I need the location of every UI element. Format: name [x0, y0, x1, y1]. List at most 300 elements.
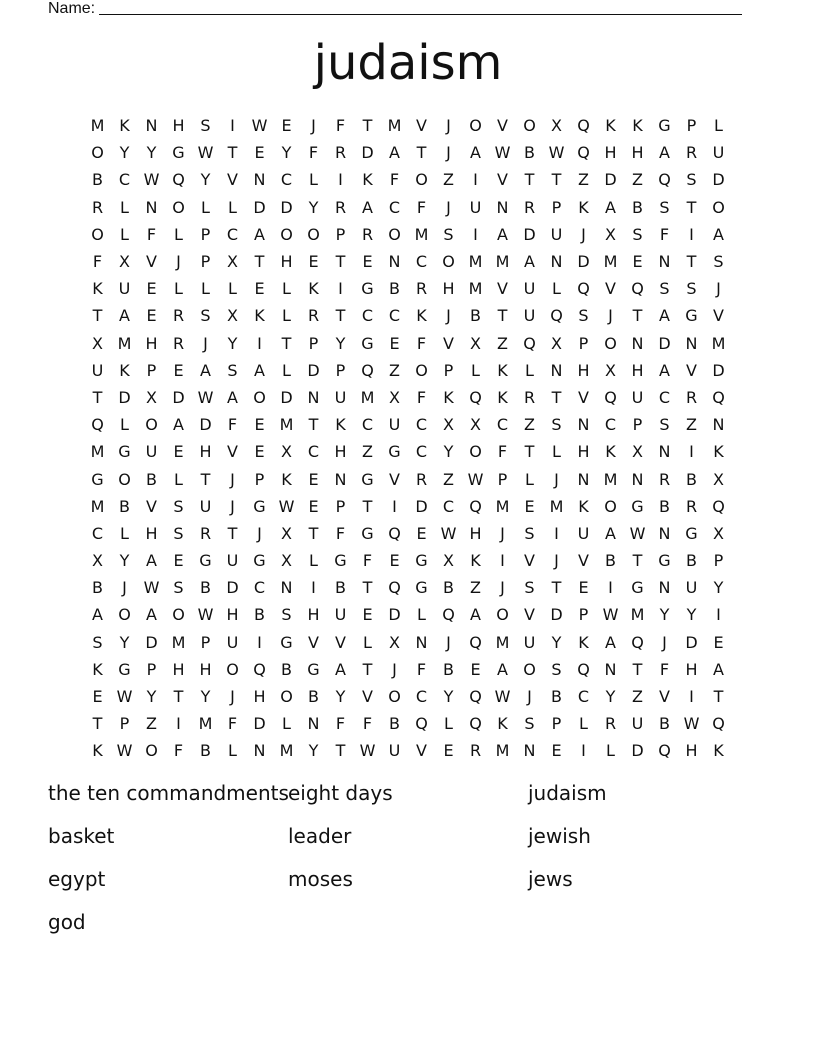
- grid-letter: T: [227, 523, 238, 543]
- grid-letter: T: [92, 306, 103, 326]
- grid-letter: D: [226, 578, 239, 598]
- grid-letter: F: [389, 170, 400, 190]
- grid-letter: P: [632, 415, 643, 435]
- grid-letter: R: [172, 306, 185, 326]
- grid-letter: K: [497, 360, 508, 380]
- grid-letter: S: [443, 224, 454, 244]
- grid-row: [84, 547, 732, 574]
- grid-letter: C: [226, 224, 239, 244]
- grid-letter: M: [468, 279, 483, 299]
- grid-letter: U: [523, 306, 536, 326]
- grid-letter: N: [253, 170, 266, 190]
- grid-letter: E: [254, 415, 265, 435]
- grid-letter: L: [282, 714, 291, 734]
- grid-letter: Q: [415, 714, 428, 734]
- grid-letter: J: [392, 659, 397, 679]
- grid-letter: B: [119, 496, 130, 516]
- grid-letter: T: [713, 687, 724, 707]
- grid-letter: F: [659, 659, 670, 679]
- grid-letter: G: [415, 551, 428, 571]
- grid-letter: N: [550, 360, 563, 380]
- grid-letter: E: [173, 551, 184, 571]
- grid-letter: D: [712, 360, 725, 380]
- grid-letter: B: [659, 496, 670, 516]
- grid-letter: X: [281, 551, 292, 571]
- grid-letter: R: [334, 197, 347, 217]
- grid-letter: E: [146, 279, 157, 299]
- grid-letter: G: [280, 632, 293, 652]
- grid-letter: D: [280, 387, 293, 407]
- grid-letter: Z: [632, 170, 643, 190]
- grid-row: [84, 465, 732, 492]
- grid-letter: Q: [577, 143, 590, 163]
- grid-letter: S: [173, 578, 184, 598]
- grid-letter: O: [172, 197, 185, 217]
- grid-letter: R: [415, 469, 428, 489]
- grid-letter: O: [712, 197, 725, 217]
- grid-letter: L: [201, 279, 210, 299]
- grid-letter: O: [496, 605, 509, 625]
- grid-letter: H: [307, 605, 320, 625]
- grid-letter: O: [280, 224, 293, 244]
- grid-letter: K: [119, 360, 130, 380]
- grid-letter: C: [415, 415, 428, 435]
- grid-letter: I: [473, 224, 478, 244]
- grid-row: [84, 656, 732, 683]
- grid-letter: V: [416, 116, 427, 136]
- grid-letter: T: [416, 143, 427, 163]
- grid-letter: P: [146, 659, 157, 679]
- grid-letter: B: [146, 469, 157, 489]
- grid-letter: S: [173, 496, 184, 516]
- grid-letter: N: [145, 116, 158, 136]
- grid-letter: R: [685, 143, 698, 163]
- grid-letter: Y: [119, 551, 130, 571]
- grid-letter: N: [685, 333, 698, 353]
- grid-letter: L: [552, 279, 561, 299]
- grid-letter: Z: [686, 415, 697, 435]
- grid-letter: B: [686, 469, 697, 489]
- grid-letter: G: [685, 306, 698, 326]
- grid-letter: T: [335, 741, 346, 761]
- grid-letter: I: [581, 741, 586, 761]
- grid-letter: A: [254, 224, 265, 244]
- grid-letter: W: [143, 170, 160, 190]
- grid-letter: H: [226, 605, 239, 625]
- grid-letter: A: [362, 197, 373, 217]
- grid-letter: Q: [550, 306, 563, 326]
- grid-letter: F: [335, 714, 346, 734]
- grid-letter: Q: [658, 170, 671, 190]
- grid-letter: L: [525, 360, 534, 380]
- grid-letter: D: [280, 197, 293, 217]
- grid-letter: E: [254, 279, 265, 299]
- grid-letter: A: [605, 197, 616, 217]
- grid-letter: M: [387, 116, 402, 136]
- grid-letter: W: [440, 523, 457, 543]
- grid-letter: Y: [443, 442, 454, 462]
- grid-letter: C: [658, 387, 671, 407]
- grid-letter: T: [254, 252, 265, 272]
- grid-row: [84, 601, 732, 628]
- grid-letter: D: [415, 496, 428, 516]
- grid-letter: E: [308, 252, 319, 272]
- grid-letter: A: [119, 306, 130, 326]
- grid-letter: O: [469, 116, 482, 136]
- grid-letter: P: [335, 360, 346, 380]
- grid-letter: Y: [146, 687, 157, 707]
- grid-letter: U: [631, 387, 644, 407]
- grid-letter: Q: [469, 632, 482, 652]
- grid-letter: U: [631, 714, 644, 734]
- grid-letter: E: [146, 306, 157, 326]
- grid-letter: U: [523, 632, 536, 652]
- grid-letter: K: [497, 714, 508, 734]
- grid-letter: G: [415, 578, 428, 598]
- grid-letter: G: [658, 551, 671, 571]
- grid-letter: R: [307, 306, 320, 326]
- grid-letter: C: [388, 306, 401, 326]
- grid-letter: T: [632, 551, 643, 571]
- grid-letter: K: [254, 306, 265, 326]
- grid-letter: M: [495, 496, 510, 516]
- grid-letter: F: [416, 387, 427, 407]
- grid-letter: W: [278, 496, 295, 516]
- grid-letter: Q: [712, 387, 725, 407]
- grid-letter: F: [497, 442, 508, 462]
- grid-letter: A: [92, 605, 103, 625]
- grid-letter: L: [228, 741, 237, 761]
- grid-letter: T: [308, 523, 319, 543]
- grid-letter: A: [146, 551, 157, 571]
- grid-row: [84, 520, 732, 547]
- grid-letter: L: [471, 360, 480, 380]
- grid-letter: S: [227, 360, 238, 380]
- grid-letter: S: [686, 170, 697, 190]
- grid-letter: F: [173, 741, 184, 761]
- grid-letter: K: [443, 387, 454, 407]
- grid-letter: I: [257, 632, 262, 652]
- grid-letter: Y: [200, 170, 211, 190]
- grid-letter: R: [361, 224, 374, 244]
- grid-letter: V: [524, 551, 535, 571]
- grid-row: [84, 194, 732, 221]
- grid-letter: O: [172, 605, 185, 625]
- grid-letter: N: [496, 197, 509, 217]
- grid-letter: K: [92, 659, 103, 679]
- grid-letter: Z: [632, 687, 643, 707]
- grid-letter: T: [200, 469, 211, 489]
- grid-letter: C: [280, 170, 293, 190]
- grid-letter: E: [551, 741, 562, 761]
- grid-letter: E: [308, 496, 319, 516]
- grid-letter: U: [550, 224, 563, 244]
- grid-letter: P: [551, 714, 562, 734]
- grid-letter: S: [551, 415, 562, 435]
- grid-letter: L: [174, 469, 183, 489]
- grid-letter: L: [228, 279, 237, 299]
- grid-letter: V: [497, 170, 508, 190]
- grid-letter: M: [495, 632, 510, 652]
- grid-letter: F: [92, 252, 103, 272]
- grid-letter: D: [307, 360, 320, 380]
- grid-letter: Y: [146, 143, 157, 163]
- grid-letter: O: [604, 496, 617, 516]
- grid-letter: D: [658, 333, 671, 353]
- word-list-item: jewish: [528, 824, 591, 848]
- grid-letter: U: [226, 551, 239, 571]
- grid-letter: E: [578, 578, 589, 598]
- grid-row: [84, 384, 732, 411]
- grid-letter: X: [92, 551, 103, 571]
- grid-letter: R: [415, 279, 428, 299]
- grid-letter: V: [605, 279, 616, 299]
- grid-letter: J: [716, 279, 721, 299]
- grid-row: [84, 710, 732, 737]
- grid-letter: A: [470, 143, 481, 163]
- grid-letter: N: [388, 252, 401, 272]
- grid-letter: P: [335, 224, 346, 244]
- grid-letter: E: [308, 469, 319, 489]
- grid-letter: Y: [119, 632, 130, 652]
- grid-letter: G: [253, 496, 266, 516]
- grid-letter: Z: [470, 578, 481, 598]
- grid-letter: R: [199, 523, 212, 543]
- grid-letter: H: [577, 360, 590, 380]
- grid-letter: J: [203, 333, 208, 353]
- grid-letter: L: [120, 415, 129, 435]
- grid-letter: X: [551, 333, 562, 353]
- grid-letter: A: [659, 306, 670, 326]
- word-list-item: moses: [288, 867, 353, 891]
- grid-letter: I: [473, 170, 478, 190]
- grid-letter: Q: [577, 116, 590, 136]
- grid-letter: C: [253, 578, 266, 598]
- grid-letter: E: [92, 687, 103, 707]
- grid-letter: V: [497, 116, 508, 136]
- grid-letter: E: [254, 442, 265, 462]
- grid-letter: V: [308, 632, 319, 652]
- grid-letter: N: [550, 252, 563, 272]
- grid-letter: E: [362, 252, 373, 272]
- grid-letter: Q: [172, 170, 185, 190]
- grid-letter: K: [92, 741, 103, 761]
- grid-letter: I: [257, 333, 262, 353]
- grid-letter: L: [201, 197, 210, 217]
- grid-letter: S: [659, 415, 670, 435]
- grid-letter: T: [362, 659, 373, 679]
- grid-letter: V: [686, 360, 697, 380]
- grid-letter: B: [389, 714, 400, 734]
- grid-letter: X: [389, 387, 400, 407]
- grid-letter: N: [307, 714, 320, 734]
- grid-letter: K: [578, 496, 589, 516]
- grid-letter: Y: [659, 605, 670, 625]
- grid-row: [84, 112, 732, 139]
- grid-letter: H: [145, 523, 158, 543]
- grid-letter: X: [146, 387, 157, 407]
- grid-letter: G: [361, 279, 374, 299]
- grid-row: [84, 166, 732, 193]
- grid-letter: O: [442, 252, 455, 272]
- grid-letter: J: [500, 523, 505, 543]
- grid-row: [84, 737, 732, 764]
- grid-letter: R: [658, 469, 671, 489]
- grid-letter: P: [335, 496, 346, 516]
- grid-letter: L: [552, 442, 561, 462]
- grid-letter: T: [551, 170, 562, 190]
- grid-letter: J: [446, 197, 451, 217]
- grid-letter: T: [362, 578, 373, 598]
- grid-letter: Z: [146, 714, 157, 734]
- grid-letter: X: [605, 360, 616, 380]
- grid-letter: K: [632, 116, 643, 136]
- grid-letter: Q: [469, 387, 482, 407]
- grid-letter: J: [257, 523, 262, 543]
- grid-letter: V: [659, 687, 670, 707]
- grid-letter: H: [685, 659, 698, 679]
- grid-letter: V: [227, 442, 238, 462]
- grid-row: [84, 330, 732, 357]
- grid-letter: A: [200, 360, 211, 380]
- grid-letter: W: [251, 116, 268, 136]
- grid-letter: Q: [631, 632, 644, 652]
- grid-letter: T: [497, 306, 508, 326]
- grid-letter: A: [497, 224, 508, 244]
- grid-letter: B: [605, 551, 616, 571]
- grid-letter: O: [91, 143, 104, 163]
- grid-letter: K: [416, 306, 427, 326]
- grid-letter: A: [497, 659, 508, 679]
- grid-letter: D: [253, 197, 266, 217]
- grid-letter: P: [200, 252, 211, 272]
- grid-letter: N: [712, 415, 725, 435]
- grid-letter: W: [629, 523, 646, 543]
- grid-letter: X: [443, 551, 454, 571]
- grid-letter: Q: [361, 360, 374, 380]
- grid-letter: M: [495, 252, 510, 272]
- grid-letter: I: [311, 578, 316, 598]
- page-title: judaism: [313, 35, 503, 91]
- grid-letter: A: [254, 360, 265, 380]
- grid-letter: B: [92, 578, 103, 598]
- grid-letter: H: [577, 442, 590, 462]
- grid-letter: O: [118, 605, 131, 625]
- grid-letter: F: [146, 224, 157, 244]
- grid-letter: X: [632, 442, 643, 462]
- grid-letter: F: [227, 714, 238, 734]
- grid-letter: X: [470, 415, 481, 435]
- grid-letter: S: [524, 714, 535, 734]
- grid-letter: M: [171, 632, 186, 652]
- grid-letter: W: [359, 741, 376, 761]
- grid-letter: M: [90, 116, 105, 136]
- grid-letter: O: [91, 224, 104, 244]
- grid-row: [84, 438, 732, 465]
- grid-letter: N: [334, 469, 347, 489]
- grid-row: [84, 683, 732, 710]
- grid-letter: W: [197, 605, 214, 625]
- grid-letter: B: [254, 605, 265, 625]
- grid-letter: S: [659, 279, 670, 299]
- grid-letter: O: [523, 116, 536, 136]
- grid-letter: V: [578, 387, 589, 407]
- grid-letter: H: [172, 116, 185, 136]
- grid-letter: B: [281, 659, 292, 679]
- grid-letter: S: [632, 224, 643, 244]
- name-field-row: [48, 0, 742, 20]
- grid-letter: U: [334, 387, 347, 407]
- grid-letter: H: [280, 252, 293, 272]
- grid-letter: W: [143, 578, 160, 598]
- grid-letter: V: [146, 496, 157, 516]
- grid-letter: L: [714, 116, 723, 136]
- grid-letter: F: [362, 551, 373, 571]
- grid-letter: J: [230, 496, 235, 516]
- grid-letter: I: [176, 714, 181, 734]
- grid-letter: W: [467, 469, 484, 489]
- grid-letter: S: [200, 116, 211, 136]
- grid-letter: T: [686, 252, 697, 272]
- grid-letter: Y: [443, 687, 454, 707]
- grid-letter: D: [631, 741, 644, 761]
- grid-letter: W: [683, 714, 700, 734]
- grid-letter: Q: [577, 659, 590, 679]
- grid-letter: A: [146, 605, 157, 625]
- grid-letter: O: [604, 333, 617, 353]
- grid-letter: H: [685, 741, 698, 761]
- grid-letter: K: [119, 116, 130, 136]
- grid-letter: S: [686, 279, 697, 299]
- grid-letter: J: [527, 687, 532, 707]
- grid-letter: D: [172, 387, 185, 407]
- grid-letter: L: [363, 632, 372, 652]
- grid-letter: Y: [335, 687, 346, 707]
- grid-letter: N: [658, 442, 671, 462]
- grid-letter: C: [415, 252, 428, 272]
- grid-letter: L: [228, 197, 237, 217]
- grid-letter: I: [554, 523, 559, 543]
- grid-letter: C: [361, 415, 374, 435]
- grid-letter: N: [631, 469, 644, 489]
- grid-letter: G: [172, 143, 185, 163]
- grid-letter: B: [686, 551, 697, 571]
- grid-letter: M: [360, 387, 375, 407]
- grid-letter: C: [388, 197, 401, 217]
- grid-letter: L: [525, 469, 534, 489]
- grid-letter: K: [92, 279, 103, 299]
- grid-letter: L: [282, 306, 291, 326]
- grid-letter: P: [551, 197, 562, 217]
- grid-letter: Y: [335, 333, 346, 353]
- grid-letter: N: [307, 387, 320, 407]
- grid-letter: A: [335, 659, 346, 679]
- grid-letter: M: [603, 469, 618, 489]
- grid-letter: V: [335, 632, 346, 652]
- word-list-item: eight days: [288, 781, 393, 805]
- grid-letter: C: [496, 415, 509, 435]
- grid-row: [84, 629, 732, 656]
- grid-letter: S: [200, 306, 211, 326]
- word-search-grid: [84, 112, 732, 765]
- grid-letter: J: [446, 116, 451, 136]
- grid-letter: W: [548, 143, 565, 163]
- grid-letter: D: [577, 252, 590, 272]
- grid-letter: E: [713, 632, 724, 652]
- grid-letter: G: [91, 469, 104, 489]
- grid-letter: N: [658, 252, 671, 272]
- grid-letter: B: [443, 659, 454, 679]
